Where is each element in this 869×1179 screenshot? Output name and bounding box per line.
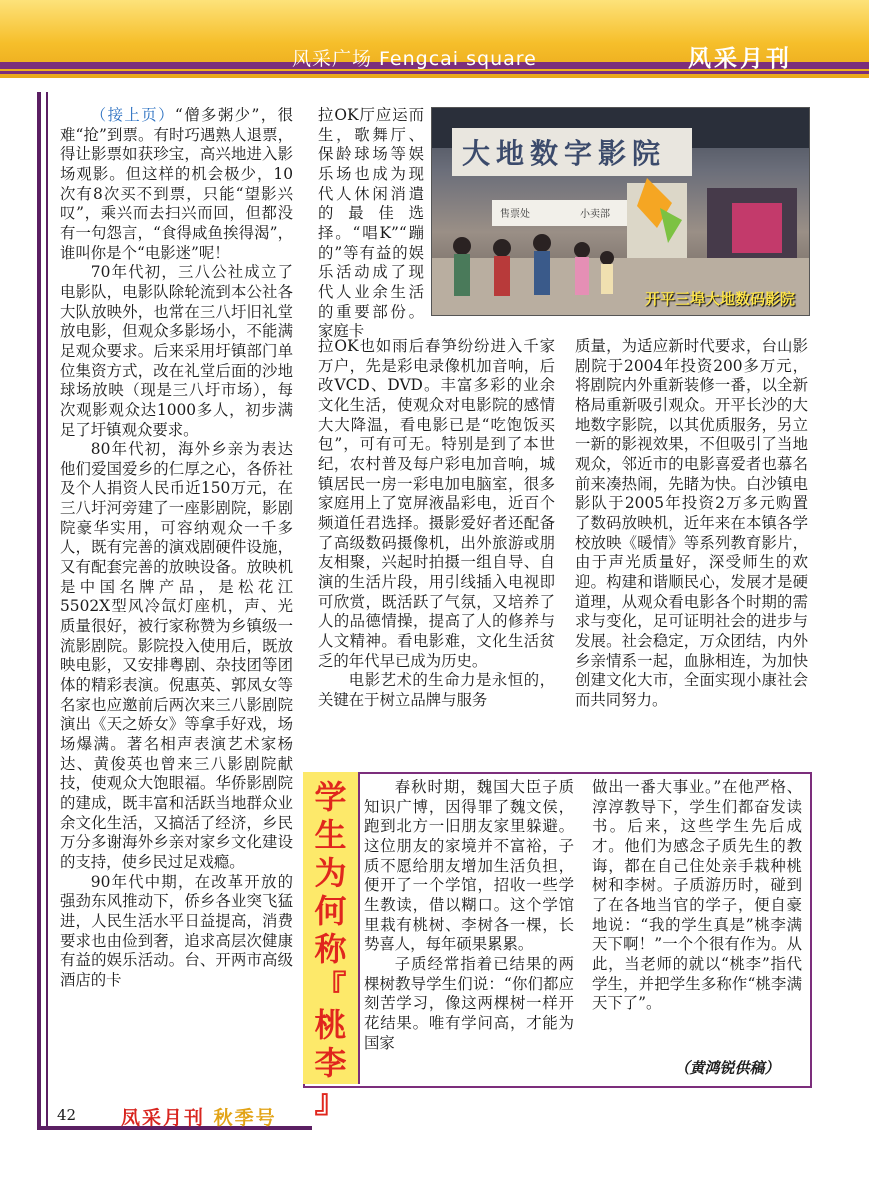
continued-label: （接上页） bbox=[90, 106, 175, 124]
title-char: 何 bbox=[314, 892, 347, 930]
sidebar-column-right bbox=[592, 778, 802, 1014]
cinema-sign: 大地数字影院 bbox=[462, 137, 667, 170]
article-column-3 bbox=[575, 337, 808, 710]
article-paragraph: 70年代初，三八公社成立了电影队，电影队除轮流到本公社各大队放映外，也常在三八圩旧礼堂放电影，但观众多影场小，不能满足观众要求。后来采用圩镇部门单位集资方式，改在礼堂后面的沙地球场放映（现是三八圩市场），每次观影观众达1000多人，初步满足了圩镇观众要求。 bbox=[60, 263, 293, 439]
title-char: 『 bbox=[314, 968, 347, 1006]
sidebar-paragraph: 子质经常指着已结果的两棵树教导学生们说：“你们都应刻苦学习，像这两棵树一样开花结果。唯有学问高，才能为国家 bbox=[364, 954, 574, 1052]
side-rule-thin bbox=[46, 92, 48, 1130]
sidebar-column-left bbox=[364, 778, 574, 1053]
author-credit: （黄鸿锐供稿） bbox=[674, 1059, 780, 1077]
ticket-booth-sign: 售票处 bbox=[500, 209, 530, 220]
title-char: 』 bbox=[314, 1082, 347, 1120]
title-char: 称 bbox=[314, 930, 347, 968]
sidebar-paragraph: 春秋时期，魏国大臣子质知识广博，因得罪了魏文侯，跑到北方一旧朋友家里躲避。这位朋友的家境并不富裕，子质不愿给朋友增加生活负担，便开了一个学馆，招收一些学生教读，借以糊口。这个学馆里栽有桃树、李树各一棵，长势喜人，每年硕果累累。 bbox=[364, 778, 574, 954]
article-paragraph: 质量，为适应新时代要求，台山影剧院于2004年投资200多万元，将剧院内外重新装修一番，以全新格局重新吸引观众。开平长沙的大地数字影院，以其优质服务，另立一新的影视效果，不但吸引了当地观众，邻近市的电影喜爱者也慕名前来凑热闹，先睹为快。白沙镇电影队于2005年投资2万多元购置了数码放映机，近年来在本镇各学校放映《暖情》等系列教育影片，由于声光质量好，深受师生的欢迎。构建和谐顺民心，发展才是硬道理，从观众看电影各个时期的需求与变化，足可证明社会的进步与发展。社会稳定，万众团结，内外乡亲情系一起，血脉相连，为加快创建文化大市，全面实现小康社会而共同努力。 bbox=[575, 337, 808, 709]
article-paragraph: 90年代中期，在改革开放的强劲东风推动下，侨乡各业突飞猛进，人民生活水平日益提高，消费要求也由俭到奢，追求高层次健康有益的娱乐活动。台、开两市高级酒店的卡 bbox=[60, 872, 293, 989]
page-number: 42 bbox=[57, 1106, 77, 1124]
snack-bar-sign: 小卖部 bbox=[580, 209, 610, 220]
magazine-name: 风采月刊 bbox=[688, 46, 792, 72]
side-rule bbox=[37, 92, 41, 1130]
article-column-1 bbox=[60, 106, 293, 991]
sidebar-box-title bbox=[303, 772, 360, 1120]
footer-magazine bbox=[121, 1103, 277, 1130]
article-paragraph: 80年代初，海外乡亲为表达他们爱国爱乡的仁厚之心，各侨社及个人捐资人民币近150万元，在三八圩河旁建了一座影剧院，影剧院豪华实用，可容纳观众一千多人，既有完善的演戏剧硬件设施，又有配套完善的放映设备。放映机是中国名牌产品，是松花江5502X型风冷氙灯座机，声、光质量很好，被行家称赞为乡镇级一流影剧院。影院投入使用后，既放映电影，又安排粤剧、杂技团等团体的精彩表演。倪惠英、郭凤女等名家也应邀前后两次来三八影剧院演出《天之娇女》等拿手好戏，场场爆满。著名相声表演艺术家杨达、黄俊英也曾来三八影剧院献技，使观众大饱眼福。华侨影剧院的建成，既丰富和活跃当地群众业余文化生活，又搞活了经济，乡民万分多谢海外乡亲对家乡文化建设的支持，使乡民过足戏瘾。 bbox=[60, 440, 293, 871]
article-column-2 bbox=[318, 337, 555, 710]
title-char: 桃 bbox=[314, 1006, 347, 1044]
title-char: 李 bbox=[314, 1044, 347, 1082]
title-char: 学 bbox=[314, 778, 347, 816]
section-title: 风采广场 Fengcai square bbox=[292, 48, 537, 70]
article-paragraph: 拉OK也如雨后春笋纷纷进入千家万户，先是彩电录像机加音响，后改VCD、DVD。丰富多彩的业余文化生活，使观众对电影院的感情大大降温，看电影已是“吃饱饭买包”，可有可无。特别是到了本世纪，农村普及每户彩电加音响，城镇居民一房一彩电加电脑室，很多家庭用上了宽屏液晶彩电，近百个频道任君选择。摄影爱好者还配备了高级数码摄像机，出外旅游或朋友相聚，兴起时拍摄一组自导、自演的生活片段，用引线插入电视即可欣赏，既活跃了气氛，又培养了人的品德情操，提高了人的修养与人文精神。看电影难，文化生活贫乏的年代早已成为历史。 bbox=[318, 337, 555, 670]
article-paragraph: 拉OK厅应运而生，歌舞厅、保龄球场等娱乐场也成为现代人休闲消遣的最佳选择。“唱K”“蹦的”等有益的娱乐活动成了现代人业余生活的重要部份。家庭卡 bbox=[318, 106, 424, 341]
article-column-2-top bbox=[318, 106, 424, 342]
photo-caption: 开平三埠大地数码影院 bbox=[644, 290, 795, 308]
title-char: 为 bbox=[314, 854, 347, 892]
article-paragraph: 电影艺术的生命力是永恒的，关键在于树立品牌与服务 bbox=[318, 671, 555, 709]
paragraph-text: “僧多粥少”，很难“抢”到票。有时巧遇熟人退票，得让影票如获珍宝，高兴地进入影场观影。但这样的机会极少，10次有8次买不到票，只能“望影兴叹”，乘兴而去扫兴而回，但都没有一句怨言，“食得咸鱼挨得渴”，谁叫你是个“电影迷”呢！ bbox=[60, 106, 293, 262]
title-char: 生 bbox=[314, 816, 347, 854]
sidebar-paragraph: 做出一番大事业。”在他严格、淳淳教导下，学生们都奋发读书。后来，这些学生先后成才。他们为感念子质先生的教诲，都在自己住处亲手栽种桃树和李树。子质游历时，碰到了在各地当官的学子，便自豪地说：“我的学生真是”桃李满天下啊！”一个个很有作为。从此，当老师的就以“桃李”指代学生，并把学生多称作“桃李满天下了”。 bbox=[592, 778, 802, 1013]
footer-magazine-name: 凤采月刊 bbox=[121, 1107, 206, 1129]
article-paragraph bbox=[60, 106, 293, 263]
footer-issue: 秋季号 bbox=[213, 1107, 277, 1129]
cinema-photo bbox=[431, 107, 810, 316]
